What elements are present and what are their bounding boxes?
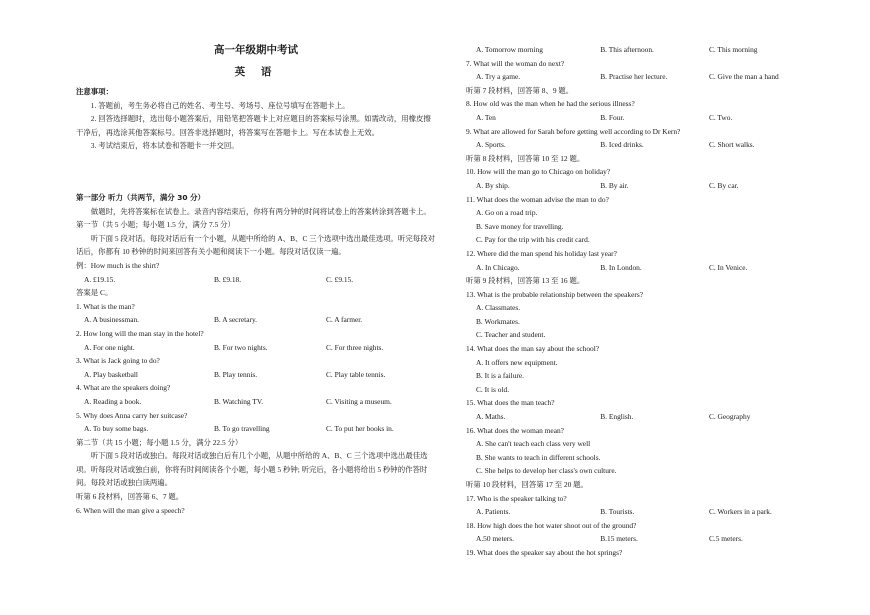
option-c: C. In Venice. <box>708 262 748 272</box>
question-13: 13. What is the probable relationship between the speakers? <box>466 289 643 299</box>
question-2-options <box>76 341 436 355</box>
question-7: 7. What will the woman do next? <box>466 58 565 68</box>
question-1: 1. What is the man? <box>76 301 135 311</box>
notice-item-1: 1. 答题前，考生务必将自己的姓名、考生号、考场号、座位号填写在答题卡上。 <box>90 100 350 110</box>
option-c: C. Teacher and student. <box>476 330 546 340</box>
section1-instructions: 听下面 5 段对话。每段对话后有一个小题，从题中所给的 A、B、C 三个选项中选出最佳选项。听完每段对话后，你都有 10 秒钟的时间来回答有关小题和阅读下一小题。每段对话仅读一遍。 <box>76 233 435 257</box>
section2-heading: 第二节（共 15 小题；每小题 1.5 分，满分 22.5 分） <box>76 437 243 447</box>
question-1-options <box>76 313 436 327</box>
option-a: A. In Chicago. <box>476 262 520 272</box>
notice-item-3: 3. 考试结束后，将本试卷和答题卡一并交回。 <box>90 141 239 151</box>
material-6-heading: 听第 6 段材料，回答第 6、7 题。 <box>76 492 184 502</box>
example-answer: 答案是 C。 <box>76 288 113 298</box>
question-17: 17. Who is the speaker talking to? <box>466 493 567 503</box>
question-11: 11. What does the woman advise the man to do? <box>466 194 609 204</box>
section2-instructions: 听下面 5 段对话或独白。每段对话或独白后有几个小题，从题中所给的 A、B、C 三个选项中选出最佳选项。听每段对话或独白前，你将有时间阅读各个小题，每小题 5 秒钟; 听完后，各小题将给出 5 秒钟的作答时间。每段对话或独白读两遍。 <box>76 451 428 488</box>
option-a: A. Go on a road trip. <box>476 208 538 218</box>
option-c: C. By car. <box>708 180 739 190</box>
option-a: A. Try a game. <box>476 72 521 82</box>
question-14: 14. What does the man say about the school? <box>466 344 600 354</box>
question-2: 2. How long will the man stay in the hotel? <box>76 328 204 338</box>
question-4: 4. What are the speakers doing? <box>76 383 171 393</box>
question-15-options <box>466 410 806 424</box>
option-c: C. Give the man a hand <box>708 72 779 82</box>
option-a: A. To buy some bags. <box>84 424 149 434</box>
question-19: 19. What does the speaker say about the hot springs? <box>466 547 623 557</box>
exam-subject: 英 语 <box>234 66 278 78</box>
question-3-options <box>76 368 436 382</box>
option-b: B. By air. <box>600 180 629 190</box>
example-options <box>76 273 436 287</box>
option-a: A. Sports. <box>476 140 506 150</box>
option-c: C. Visiting a museum. <box>326 396 392 406</box>
option-a: A. For one night. <box>84 342 135 352</box>
material-8-heading: 听第 8 段材料，回答第 10 至 12 题。 <box>466 153 585 163</box>
option-b: B.15 meters. <box>600 534 638 544</box>
part1-instructions: 做题时，先将答案标在试卷上。录音内容结束后，你将有两分钟的时间将试卷上的答案转涂到答题卡上。 <box>90 206 431 216</box>
question-6: 6. When will the man give a speech? <box>76 505 185 515</box>
option-c: C. For three nights. <box>326 342 384 352</box>
option-c: C. Pay for the trip with his credit card. <box>476 235 590 245</box>
option-b: B. This afternoon. <box>600 45 654 54</box>
option-a: A.50 meters. <box>476 534 514 544</box>
question-7-options <box>466 70 806 84</box>
question-9-options <box>466 138 806 152</box>
option-b: B. She wants to teach in different schools. <box>476 452 601 462</box>
question-8-options <box>466 111 806 125</box>
question-5-options <box>76 422 436 436</box>
option-a: A. Play basketball <box>84 369 138 379</box>
option-b: B. It is a failure. <box>476 371 525 381</box>
question-12: 12. Where did the man spend his holiday last year? <box>466 248 617 258</box>
question-18-options <box>466 532 806 546</box>
material-10-heading: 听第 10 段材料，回答第 17 至 20 题。 <box>466 480 588 489</box>
question-5: 5. Why does Anna carry her suitcase? <box>76 410 188 420</box>
question-10-options <box>466 179 806 193</box>
option-b: B. Save money for travelling. <box>476 221 564 231</box>
question-9: 9. What are allowed for Sarah before getting well according to Dr Kern? <box>466 126 681 136</box>
option-a: A. Patients. <box>476 507 511 517</box>
part1-heading: 第一部分 听力（共两节，满分 30 分） <box>76 193 205 202</box>
option-b: B. A secretary. <box>214 315 258 325</box>
notice-item-2: 2. 回答选择题时，选出每小题答案后，用铅笔把答题卡上对应题目的答案标号涂黑。如需改动，用橡皮擦干净后，再选涂其他答案标号。回答非选择题时，将答案写在答题卡上。写在本试卷上无效。 <box>76 114 431 137</box>
option-b: B. £9.18. <box>214 274 242 284</box>
option-a: A. She can't teach each class very well <box>476 439 591 449</box>
option-a: A. Maths. <box>476 412 506 422</box>
exam-title: 高一年级期中考试 <box>214 44 298 56</box>
question-4-options <box>76 395 436 409</box>
option-a: A. £19.15. <box>84 274 116 284</box>
example-question: 例：How much is the shirt? <box>76 260 160 270</box>
option-b: B. To go travelling <box>214 424 270 434</box>
option-a: A. It offers new equipment. <box>476 357 558 367</box>
material-9-heading: 听第 9 段材料，回答第 13 至 16 题。 <box>466 276 585 286</box>
option-c: C. Geography <box>708 412 751 422</box>
option-b: B. For two nights. <box>214 342 268 352</box>
left-column <box>76 0 436 615</box>
section1-heading: 第一节（共 5 小题；每小题 1.5 分，满分 7.5 分） <box>76 220 235 230</box>
question-12-options <box>466 261 806 275</box>
option-c: C. £9.15. <box>326 274 354 284</box>
question-18: 18. How high does the hot water shoot out of the ground? <box>466 520 637 530</box>
option-b: B. Four. <box>600 112 625 122</box>
option-b: B. Play tennis. <box>214 369 258 379</box>
option-b: B. Watching TV. <box>214 396 264 406</box>
notice-heading: 注意事项： <box>76 87 113 96</box>
option-c: C. To put her books in. <box>326 424 394 434</box>
option-a: A. Reading a book. <box>84 396 142 406</box>
option-c: C. She helps to develop her class's own culture. <box>476 466 617 476</box>
question-8: 8. How old was the man when he had the serious illness? <box>466 99 635 109</box>
option-c: C. A farmer. <box>326 315 363 325</box>
question-16: 16. What does the woman mean? <box>466 425 564 435</box>
option-b: B. Workmates. <box>476 316 520 326</box>
option-c: C. Two. <box>708 112 733 122</box>
question-6-options <box>466 43 806 57</box>
option-c: C. Short walks. <box>708 140 755 150</box>
option-a: A. Ten <box>476 112 496 122</box>
option-a: A. By ship. <box>476 180 510 190</box>
question-3: 3. What is Jack going to do? <box>76 356 160 366</box>
option-a: A. A businessman. <box>84 315 140 325</box>
option-b: B. In London. <box>600 262 642 272</box>
option-b: B. Iced drinks. <box>600 140 644 150</box>
option-c: C.5 meters. <box>708 534 743 544</box>
question-10: 10. How will the man go to Chicago on holiday? <box>466 167 611 177</box>
question-15: 15. What does the man teach? <box>466 398 555 408</box>
option-c: C. It is old. <box>476 384 510 394</box>
option-c: C. Play table tennis. <box>326 369 386 379</box>
question-17-options <box>466 505 806 519</box>
option-b: B. English. <box>600 412 634 422</box>
option-b: B. Tourists. <box>600 507 635 517</box>
right-column <box>466 0 806 615</box>
material-7-heading: 听第 7 段材料，回答第 8、9 题。 <box>466 85 574 95</box>
option-a: A. Tomorrow morning <box>476 45 543 54</box>
option-b: B. Practise her lecture. <box>600 72 668 82</box>
option-c: C. Workers in a park. <box>708 507 772 517</box>
option-c: C. This morning <box>708 45 758 54</box>
option-a: A. Classmates. <box>476 303 521 313</box>
